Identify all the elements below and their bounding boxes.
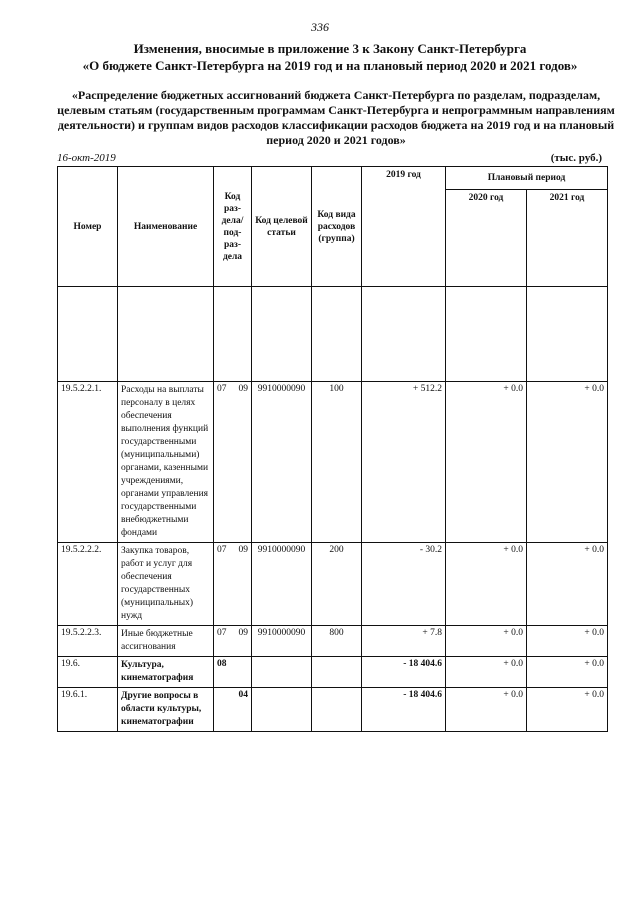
row-value-2020: + 0.0 <box>446 626 527 657</box>
header-target: Код целевой статьи <box>252 167 312 287</box>
row-value-2021: + 0.0 <box>527 543 608 626</box>
row-subsection: 09 <box>238 545 248 555</box>
header-number: Номер <box>58 167 118 287</box>
row-value-2021: + 0.0 <box>527 688 608 732</box>
row-section-code <box>214 382 252 543</box>
row-value-2021: + 0.0 <box>527 626 608 657</box>
header-section: Код раз-дела/под-раз-дела <box>214 167 252 287</box>
header-name: Наименование <box>118 167 214 287</box>
row-number: 19.5.2.2.1. <box>58 382 118 543</box>
blank-cell <box>214 287 252 382</box>
row-value-2019: - 18 404.6 <box>362 657 446 688</box>
page-number: 336 <box>311 20 329 34</box>
row-section-code <box>214 543 252 626</box>
row-value-2021: + 0.0 <box>527 657 608 688</box>
row-expense-type <box>312 688 362 732</box>
row-target-code <box>252 657 312 688</box>
row-name: Культура, кинематография <box>118 657 214 688</box>
row-expense-type: 800 <box>312 626 362 657</box>
row-target-code <box>252 688 312 732</box>
row-target-code: 9910000090 <box>252 626 312 657</box>
row-value-2020: + 0.0 <box>446 382 527 543</box>
row-number: 19.5.2.2.2. <box>58 543 118 626</box>
document-title <box>40 40 620 74</box>
row-subsection: 09 <box>238 628 248 638</box>
row-value-2020: + 0.0 <box>446 543 527 626</box>
blank-cell <box>446 287 527 382</box>
row-name: Закупка товаров, работ и услуг для обеспечения государственных (муниципальных) нужд <box>118 543 214 626</box>
blank-cell <box>58 287 118 382</box>
units-label: (тыс. руб.) <box>550 152 602 164</box>
table-row <box>58 382 608 543</box>
row-section-code <box>214 657 252 688</box>
row-section: 07 <box>217 384 227 394</box>
row-number: 19.6.1. <box>58 688 118 732</box>
table-row <box>58 657 608 688</box>
row-name: Расходы на выплаты персоналу в целях обеспечения выполнения функций государственными (муниципальными) органами, казенными учреждениями, органами управления государственными внебюджетными фондами <box>118 382 214 543</box>
row-subsection: 04 <box>238 690 248 700</box>
row-expense-type: 100 <box>312 382 362 543</box>
row-target-code: 9910000090 <box>252 543 312 626</box>
table-row <box>58 688 608 732</box>
blank-cell <box>527 287 608 382</box>
row-name: Иные бюджетные ассигнования <box>118 626 214 657</box>
row-expense-type <box>312 657 362 688</box>
row-target-code: 9910000090 <box>252 382 312 543</box>
blank-cell <box>362 287 446 382</box>
table-row <box>58 543 608 626</box>
row-section-code <box>214 688 252 732</box>
header-2020: 2020 год <box>446 190 527 287</box>
title-line-1: Изменения, вносимые в приложение 3 к Закону Санкт-Петербурга <box>133 41 527 56</box>
row-section: 07 <box>217 545 227 555</box>
row-value-2019: - 18 404.6 <box>362 688 446 732</box>
row-value-2020: + 0.0 <box>446 657 527 688</box>
row-value-2021: + 0.0 <box>527 382 608 543</box>
row-expense-type: 200 <box>312 543 362 626</box>
document-date: 16-окт-2019 <box>57 152 116 164</box>
row-value-2019: + 7.8 <box>362 626 446 657</box>
row-section: 08 <box>217 659 227 669</box>
blank-cell <box>118 287 214 382</box>
row-value-2019: - 30.2 <box>362 543 446 626</box>
row-subsection: 09 <box>238 384 248 394</box>
table-row <box>58 626 608 657</box>
blank-cell <box>312 287 362 382</box>
row-section-code <box>214 626 252 657</box>
row-number: 19.5.2.2.3. <box>58 626 118 657</box>
row-section: 07 <box>217 628 227 638</box>
header-2021: 2021 год <box>527 190 608 287</box>
header-planned-period: Плановый период <box>446 167 608 190</box>
header-2019: 2019 год <box>362 167 446 287</box>
blank-cell <box>252 287 312 382</box>
document-subtitle: «Распределение бюджетных ассигнований бюджета Санкт-Петербурга по разделам, подразделам, целевым статьям (государственным программам Санкт-Петербурга и непрограммным направлениям деятельности) и группам видов расходов классификации расходов бюджета на 2019 год и на плановый период 2020 и 2021 годов» <box>57 88 615 147</box>
row-value-2020: + 0.0 <box>446 688 527 732</box>
budget-table <box>57 166 608 732</box>
title-line-2: «О бюджете Санкт-Петербурга на 2019 год и на плановый период 2020 и 2021 годов» <box>82 58 578 73</box>
row-name: Другие вопросы в области культуры, кинематографии <box>118 688 214 732</box>
header-expense-type: Код вида расходов (группа) <box>312 167 362 287</box>
row-value-2019: + 512.2 <box>362 382 446 543</box>
row-number: 19.6. <box>58 657 118 688</box>
